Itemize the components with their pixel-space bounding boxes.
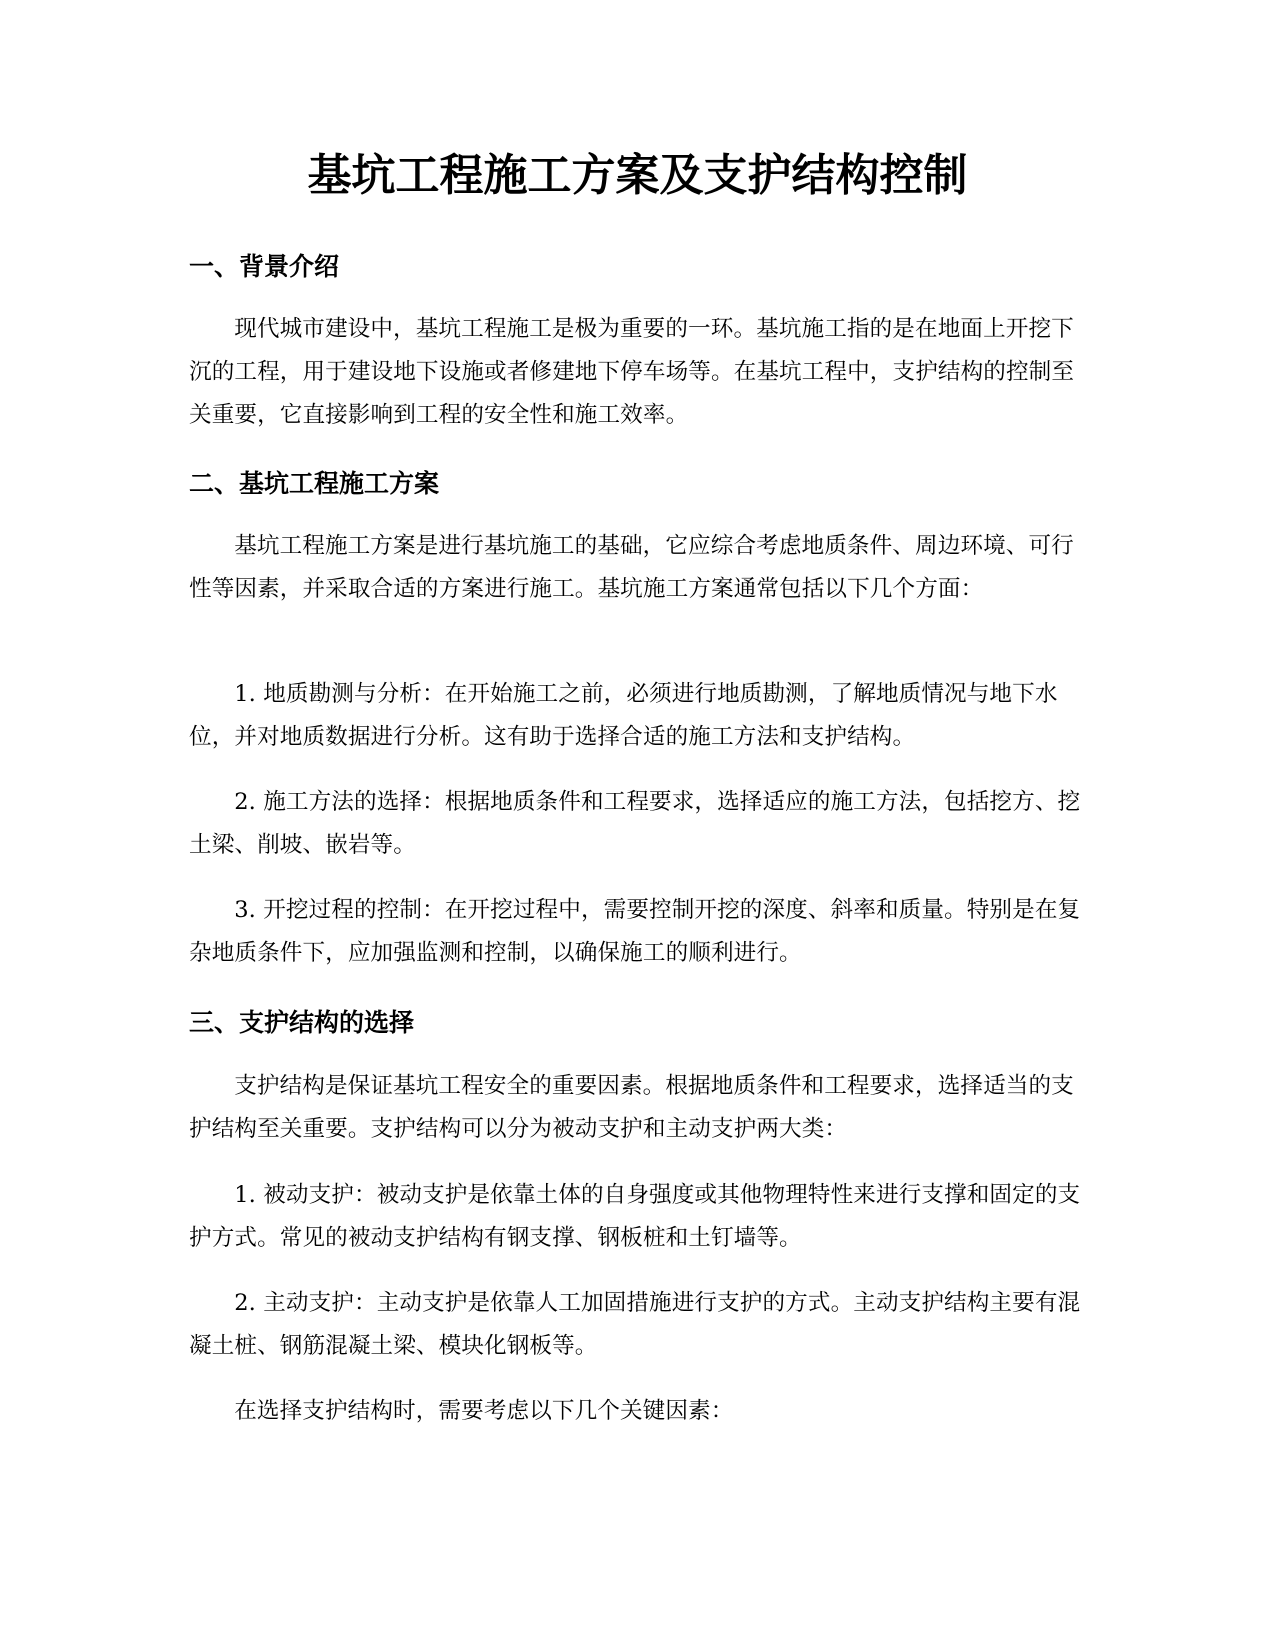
list-item: 2. 施工方法的选择：根据地质条件和工程要求，选择适应的施工方法，包括挖方、挖土梁、削坡、嵌岩等。 <box>189 789 1081 858</box>
section-heading-support-structure: 三、支护结构的选择 <box>189 1008 415 1037</box>
list-item: 3. 开挖过程的控制：在开挖过程中，需要控制开挖的深度、斜率和质量。特别是在复杂地质条件下，应加强监测和控制，以确保施工的顺利进行。 <box>189 897 1081 966</box>
paragraph: 支护结构是保证基坑工程安全的重要因素。根据地质条件和工程要求，选择适当的支护结构至关重要。支护结构可以分为被动支护和主动支护两大类： <box>189 1073 1074 1142</box>
list-item: 1. 地质勘测与分析：在开始施工之前，必须进行地质勘测，了解地质情况与地下水位，并对地质数据进行分析。这有助于选择合适的施工方法和支护结构。 <box>189 681 1058 750</box>
paragraph: 在选择支护结构时，需要考虑以下几个关键因素： <box>234 1398 734 1424</box>
list-item: 1. 被动支护：被动支护是依靠土体的自身强度或其他物理特性来进行支撑和固定的支护方式。常见的被动支护结构有钢支撑、钢板桩和土钉墙等。 <box>189 1182 1081 1251</box>
list-item: 2. 主动支护：主动支护是依靠人工加固措施进行支护的方式。主动支护结构主要有混凝土桩、钢筋混凝土梁、模块化钢板等。 <box>189 1290 1081 1359</box>
paragraph: 现代城市建设中，基坑工程施工是极为重要的一环。基坑施工指的是在地面上开挖下沉的工程，用于建设地下设施或者修建地下停车场等。在基坑工程中，支护结构的控制至关重要，它直接影响到工程的安全性和施工效率。 <box>189 316 1075 428</box>
section-heading-background: 一、背景介绍 <box>189 252 340 281</box>
document-title: 基坑工程施工方案及支护结构控制 <box>307 150 968 201</box>
section-heading-construction-plan: 二、基坑工程施工方案 <box>189 469 440 498</box>
paragraph: 基坑工程施工方案是进行基坑施工的基础，它应综合考虑地质条件、周边环境、可行性等因素，并采取合适的方案进行施工。基坑施工方案通常包括以下几个方面： <box>189 533 1074 602</box>
